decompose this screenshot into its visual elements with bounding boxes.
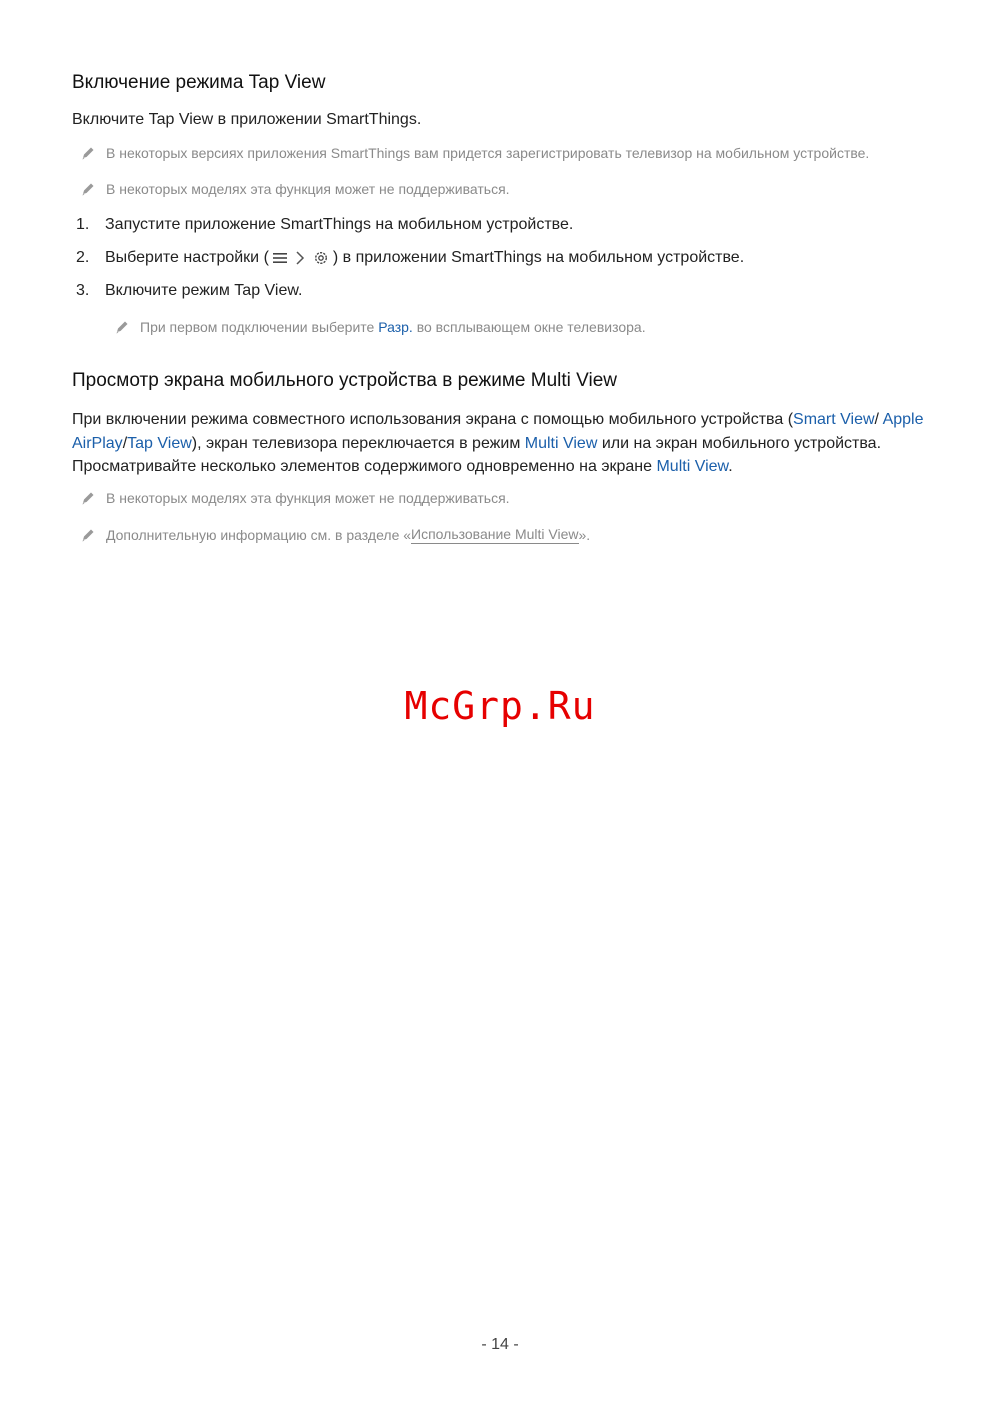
sub-note — [114, 319, 646, 335]
section-paragraph — [72, 408, 932, 479]
using-multi-view-link[interactable]: Использование Multi View — [411, 526, 579, 542]
step-text: Включите режим Tap View. — [105, 282, 303, 299]
sub-note-text-end: во всплывающем окне телевизора. — [416, 319, 646, 335]
menu-icon — [273, 252, 287, 264]
chevron-right-icon — [295, 251, 305, 265]
apple-airplay-link[interactable]: Apple AirPlay — [72, 411, 924, 452]
note — [80, 145, 869, 161]
note — [80, 181, 510, 197]
step-text-end: ) в приложении SmartThings на мобильном устройстве. — [332, 249, 745, 266]
sub-note-text-start: При первом подключении выберите — [140, 319, 375, 335]
step-item — [76, 216, 573, 234]
step-text: Запустите приложение SmartThings на мобильном устройстве. — [105, 216, 574, 233]
section-intro: Включите Tap View в приложении SmartThings. — [72, 111, 422, 128]
para-text: или на экран мобильного устройства. Просматривайте несколько элементов содержимого одновременно на экране — [72, 434, 882, 475]
note-text: В некоторых моделях эта функция может не поддерживаться. — [106, 490, 510, 506]
step-number: 1. — [76, 216, 90, 233]
multi-view-link[interactable]: Multi View — [524, 434, 598, 452]
para-text: При включении режима совместного использования экрана с помощью мобильного устройства ( — [72, 411, 794, 428]
pencil-icon — [80, 181, 96, 197]
smart-view-link[interactable]: Smart View — [793, 411, 875, 428]
note — [80, 526, 590, 544]
pencil-icon — [80, 527, 96, 543]
step-number: 3. — [76, 282, 90, 299]
note-text-start: Дополнительную информацию см. в разделе « — [106, 527, 412, 543]
pencil-icon — [114, 319, 130, 335]
page-number: - 14 - — [481, 1336, 519, 1353]
section-title-tap-view: Включение режима Tap View — [72, 72, 326, 93]
tap-view-link[interactable]: Tap View — [127, 434, 192, 452]
note-text: В некоторых версиях приложения SmartThings вам придется зарегистрировать телевизор на мобильном устройстве. — [106, 145, 870, 161]
para-text: . — [728, 458, 733, 475]
allow-link[interactable]: Разр. — [378, 319, 413, 335]
gear-icon — [313, 250, 329, 266]
step-text-start: Выберите настройки ( — [105, 249, 269, 266]
note-text-end: ». — [578, 527, 591, 543]
para-text: ), экран телевизора переключается в режим — [191, 434, 525, 452]
multi-view-link[interactable]: Multi View — [656, 458, 729, 475]
step-item — [76, 249, 744, 267]
para-text: / — [874, 411, 883, 428]
pencil-icon — [80, 145, 96, 161]
step-item — [76, 282, 303, 300]
pencil-icon — [80, 490, 96, 506]
note-text: В некоторых моделях эта функция может не поддерживаться. — [106, 181, 510, 197]
watermark: McGrp.Ru — [404, 684, 596, 728]
note — [80, 490, 510, 506]
para-text: / — [122, 434, 128, 452]
step-number: 2. — [76, 249, 90, 266]
section-title-multi-view: Просмотр экрана мобильного устройства в режиме Multi View — [72, 370, 617, 391]
